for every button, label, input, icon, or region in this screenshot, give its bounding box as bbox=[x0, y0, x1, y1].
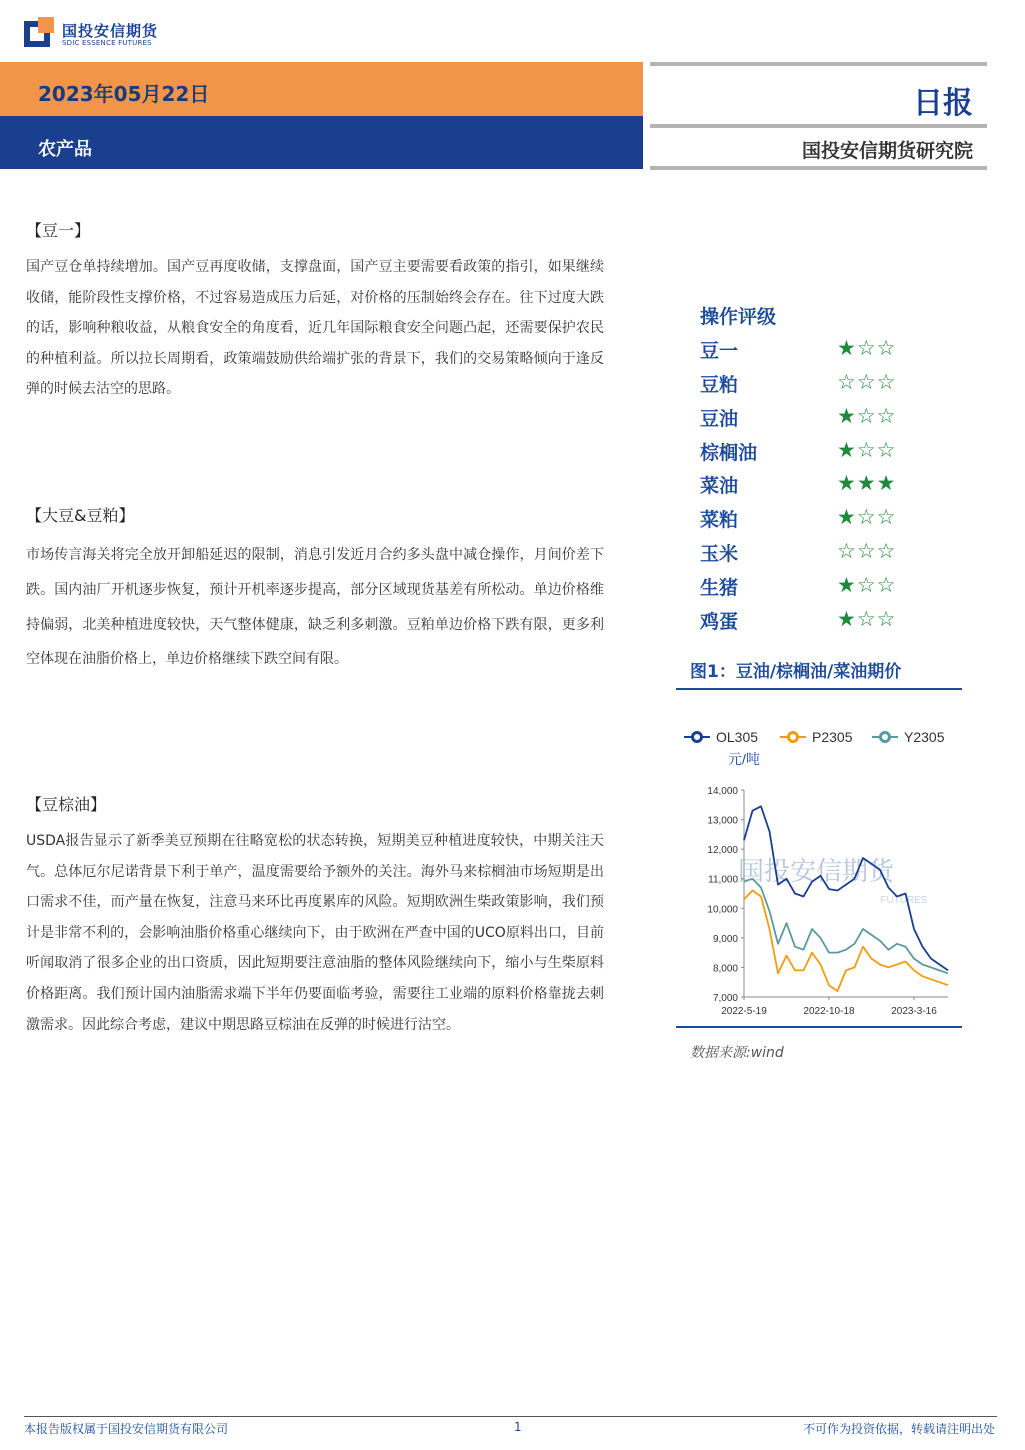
y-tick-label: 7,000 bbox=[712, 993, 738, 1004]
rating-row bbox=[700, 404, 970, 434]
rating-row bbox=[700, 471, 970, 501]
figure-rule bbox=[676, 688, 962, 690]
divider bbox=[650, 124, 987, 128]
rating-name: 玉米 bbox=[700, 543, 739, 565]
legend-label: P2305 bbox=[812, 729, 853, 745]
y-tick-label: 12,000 bbox=[707, 845, 738, 857]
article-heading: 【豆棕油】 bbox=[26, 795, 107, 814]
figure-title: 图1：豆油/棕榈油/菜油期价 bbox=[690, 662, 902, 682]
divider bbox=[650, 166, 987, 170]
report-type: 日报 bbox=[913, 86, 973, 121]
x-tick-label: 2023-3-16 bbox=[891, 1006, 937, 1017]
section-banner bbox=[0, 116, 643, 169]
rating-name: 菜油 bbox=[700, 475, 739, 497]
brand-name-en: SDIC ESSENCE FUTURES bbox=[62, 39, 152, 47]
y-axis-label: 元/吨 bbox=[728, 751, 760, 767]
institute-name: 国投安信期货研究院 bbox=[801, 140, 973, 162]
article-body: 市场传言海关将完全放开卸船延迟的限制，消息引发近月合约多头盘中减仓操作，月间价差下跌。国内油厂开机逐步恢复，预计开机率逐步提高，部分区域现货基差有所松动。单边价格维持偏弱，北美种植进度较快，天气整体健康，缺乏利多刺激。豆粕单边价格下跌有限，更多利空体现在油脂价格上，单边价格继续下跌空间有限。 bbox=[26, 547, 604, 668]
data-source: 数据来源:wind bbox=[690, 1045, 784, 1061]
footer-divider bbox=[24, 1416, 997, 1417]
rating-name: 菜粕 bbox=[700, 509, 739, 531]
article-body: USDA报告显示了新季美豆预期在往略宽松的状态转换，短期美豆种植进度较快，中期关注天气。总体厄尔尼诺背景下利于单产，温度需要给予额外的关注。海外马来棕榈油市场短期是出口需求不佳，而产量在恢复，注意马来环比再度累库的风险。短期欧洲生柴政策影响，我们预计是非常不利的，会影响油脂价格重心继续向下，由于欧洲在严查中国的UCO原料出口，目前听闻取消了很多企业的出口资质，因此短期要注意油脂的整体风险继续向下，缩小与生柴原料价格距离。我们预计国内油脂需求端下半年仍要面临考验，需要往工业端的原料价格靠拢去刺激需求。因此综合考虑，建议中期思路豆棕油在反弹的时候进行沽空。 bbox=[26, 833, 604, 1033]
rating-stars: ★☆☆ bbox=[837, 607, 897, 631]
chart-watermark: 国投安信期货 bbox=[737, 856, 895, 886]
rating-title: 操作评级 bbox=[700, 306, 777, 328]
legend-label: Y2305 bbox=[904, 729, 945, 745]
legend-marker bbox=[881, 733, 890, 742]
article-body: 国产豆仓单持续增加。国产豆再度收储，支撑盘面，国产豆主要需要看政策的指引，如果继续收储，能阶段性支撑价格，不过容易造成压力后延，对价格的压制始终会存在。往下过度大跌的话，影响种粮收益，从粮食安全的角度看，近几年国际粮食安全问题凸起，还需要保护农民的种植利益。所以拉长周期看，政策端鼓励供给端扩张的背景下，我们的交易策略倾向于逢反弹的时候去沽空的思路。 bbox=[26, 259, 604, 398]
rating-row bbox=[700, 539, 970, 569]
y-tick-label: 9,000 bbox=[712, 933, 738, 945]
rating-stars: ☆☆☆ bbox=[837, 539, 897, 563]
rating-name: 棕榈油 bbox=[700, 442, 758, 464]
rating-stars: ★☆☆ bbox=[837, 505, 897, 529]
footer-disclaimer: 不可作为投资依据，转载请注明出处 bbox=[802, 1422, 995, 1436]
price-line-chart bbox=[676, 720, 966, 1025]
logo-mark-icon bbox=[24, 17, 54, 47]
rating-stars: ★☆☆ bbox=[837, 438, 897, 462]
figure-rule bbox=[676, 1026, 962, 1028]
footer-copyright: 本报告版权属于国投安信期货有限公司 bbox=[24, 1422, 229, 1436]
rating-name: 鸡蛋 bbox=[700, 611, 739, 633]
rating-name: 豆油 bbox=[700, 408, 739, 430]
rating-stars: ★☆☆ bbox=[837, 404, 897, 428]
rating-row bbox=[700, 336, 970, 366]
rating-row bbox=[700, 505, 970, 535]
legend-marker bbox=[693, 733, 702, 742]
y-tick-label: 14,000 bbox=[707, 786, 738, 797]
rating-row bbox=[700, 573, 970, 603]
y-tick-label: 10,000 bbox=[707, 904, 738, 916]
y-tick-label: 8,000 bbox=[712, 963, 738, 975]
article-heading: 【大豆&豆粕】 bbox=[26, 506, 135, 525]
rating-name: 豆粕 bbox=[700, 374, 739, 396]
brand-logo bbox=[24, 17, 174, 53]
rating-row bbox=[700, 438, 970, 468]
rating-stars: ★☆☆ bbox=[837, 336, 897, 360]
rating-stars: ★★★ bbox=[837, 471, 897, 495]
x-tick-label: 2022-10-18 bbox=[803, 1006, 855, 1017]
legend-label: OL305 bbox=[716, 729, 759, 745]
rating-stars: ★☆☆ bbox=[837, 573, 897, 597]
rating-row bbox=[700, 370, 970, 400]
brand-name-cn: 国投安信期货 bbox=[62, 22, 159, 40]
x-tick-label: 2022-5-19 bbox=[721, 1006, 767, 1017]
report-section: 农产品 bbox=[38, 139, 92, 160]
y-tick-label: 11,000 bbox=[708, 874, 738, 886]
rating-stars: ☆☆☆ bbox=[837, 370, 897, 394]
rating-row bbox=[700, 607, 970, 637]
article-heading: 【豆一】 bbox=[26, 221, 91, 240]
y-tick-label: 13,000 bbox=[707, 815, 738, 827]
report-date: 2023年05月22日 bbox=[38, 82, 210, 106]
legend-marker bbox=[789, 733, 798, 742]
chart-legend bbox=[684, 729, 945, 745]
rating-name: 豆一 bbox=[700, 340, 739, 362]
divider bbox=[650, 62, 987, 66]
chart-watermark-en: FUTURES bbox=[880, 895, 928, 906]
rating-name: 生猪 bbox=[700, 577, 739, 599]
series-line-OL305 bbox=[744, 806, 948, 970]
page-number: 1 bbox=[514, 1420, 522, 1434]
